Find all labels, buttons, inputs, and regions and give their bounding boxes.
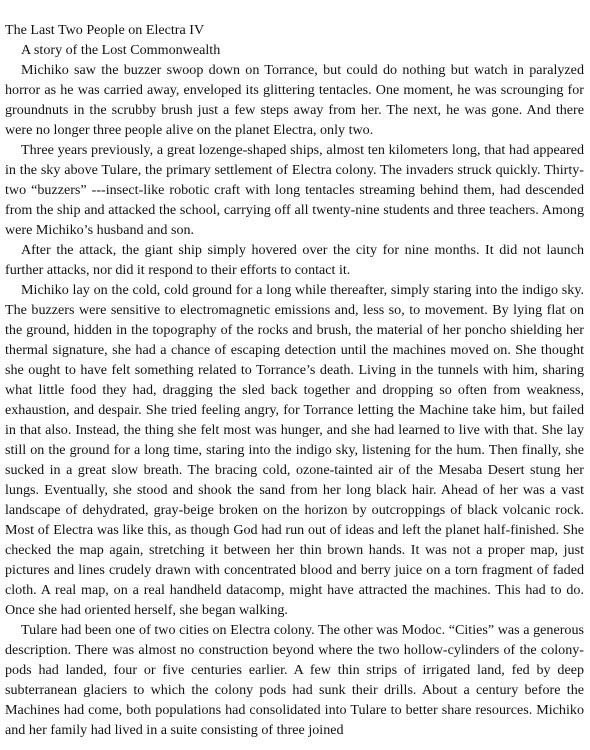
document-page <box>5 20 584 740</box>
document-title: The Last Two People on Electra IV <box>5 22 205 38</box>
paragraph-2: Three years previously, a great lozenge-shaped ships, almost ten kilometers long, that had appeared in the sky above Tulare, the primary settlement of Electra colony. The invaders struck quickly. Thirty-two “buzzers” ---insect-like robotic craft with long tentacles streaming behind them, had descended from the ship and attacked the school, carrying off all twenty-nine students and three teachers. Among were Michiko’s husband and son. <box>5 142 584 238</box>
paragraph-3: After the attack, the giant ship simply hovered over the city for nine months. It did not launch further attacks, nor did it respond to their efforts to contact it. <box>5 242 584 278</box>
document-subtitle: A story of the Lost Commonwealth <box>21 42 221 58</box>
paragraph-4: Michiko lay on the cold, cold ground for a long while thereafter, simply staring into the indigo sky. The buzzers were sensitive to electromagnetic emissions and, less so, to movement. By lying flat on the ground, hidden in the topography of the rocks and brush, the material of her poncho shielding her thermal signature, she had a chance of escaping detection until the machines moved on. She thought she ought to have felt something related to Torrance’s death. Living in the tunnels with him, sharing what little food they had, dragging the sled back together and dropping so often from weakness, exhaustion, and despair. She tried feeling angry, for Torrance letting the Machine take him, but failed in that also. Instead, the thing she felt most was hunger, and she had learned to live with that. She lay still on the ground for a long time, staring into the indigo sky, listening for the hum. Then finally, she sucked in a great slow breath. The bracing cold, ozone-tainted air of the Mesaba Desert stung her lungs. Eventually, she stood and shook the sand from her long black hair. Ahead of her was a vast landscape of dehydrated, gray-beige broken on the horizon by outcroppings of black volcanic rock. Most of Electra was like this, as though God had run out of ideas and left the planet half-finished. She checked the map again, stretching it between her thin brown hands. It was not a proper map, just pictures and lines crudely drawn with concentrated blood and berry juice on a torn fragment of faded cloth. A real map, on a real handheld datacomp, might have attracted the machines. This had to do. Once she had oriented herself, she began walking. <box>5 282 584 618</box>
paragraph-1: Michiko saw the buzzer swoop down on Torrance, but could do nothing but watch in paralyzed horror as he was carried away, enveloped its glittering tentacles. One moment, he was scrounging for groundnuts in the scrubby brush just a few steps away from her. The next, he was gone. And there were no longer three people alive on the planet Electra, only two. <box>5 62 584 138</box>
paragraph-5: Tulare had been one of two cities on Electra colony. The other was Modoc. “Cities” was a generous description. There was almost no construction beyond where the two hollow-cylinders of the colony-pods had landed, four or five centuries earlier. A few thin strips of irrigated land, fed by deep subterranean glaciers to which the colony pods had sunk their drills. About a century before the Machines had come, both populations had consolidated into Tulare to better share resources. Michiko and her family had lived in a suite consisting of three joined <box>5 622 584 738</box>
